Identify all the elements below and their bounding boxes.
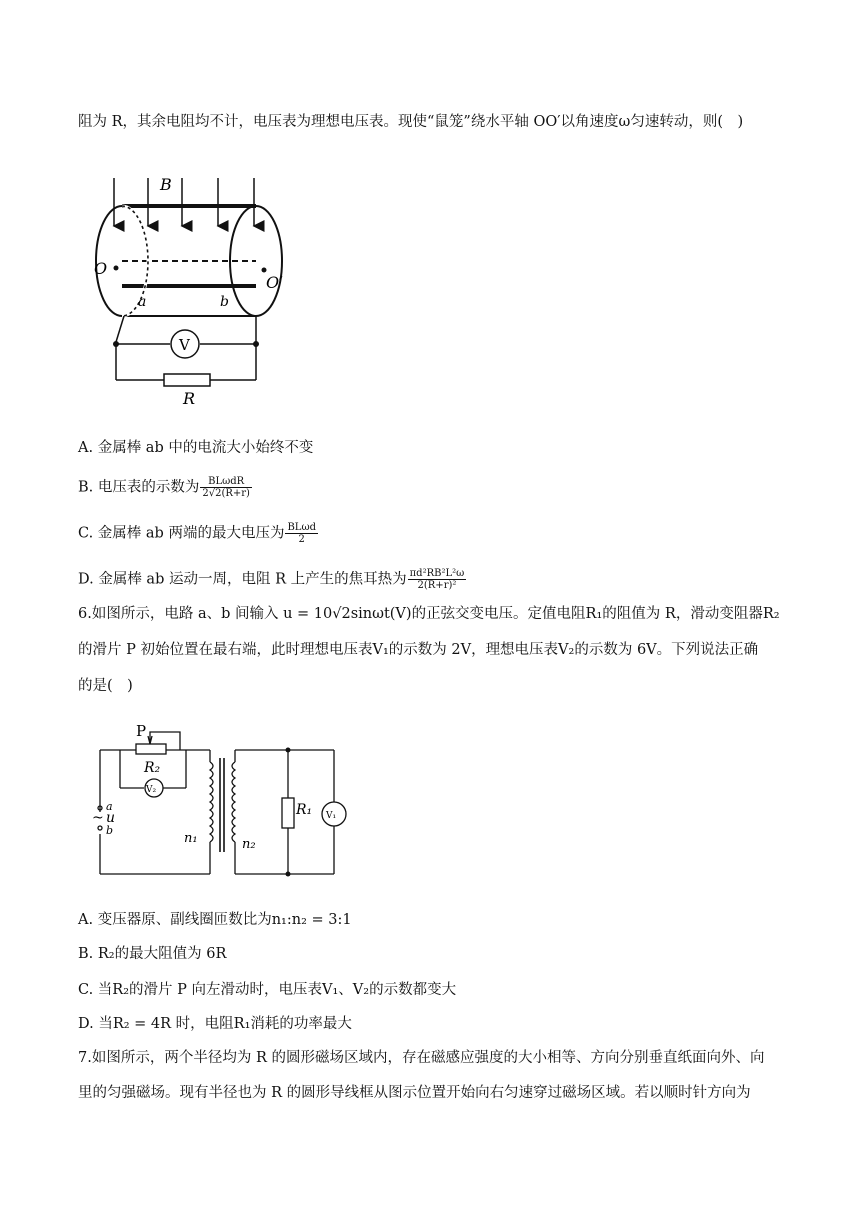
- label-b: b: [220, 294, 229, 310]
- label-u: u: [106, 810, 116, 826]
- q6-option-b: B. R₂的最大阻值为 6R: [78, 946, 227, 962]
- label-O-right: O′: [266, 273, 283, 292]
- q6-option-a: A. 变压器原、副线圈匝数比为n₁:n₂ = 3:1: [78, 912, 352, 928]
- label-a: a: [106, 800, 113, 813]
- transformer-figure: [92, 716, 354, 880]
- q5-option-d-text: D. 金属棒 ab 运动一周，电阻 R 上产生的焦耳热为: [78, 571, 407, 588]
- label-V2: V₂: [146, 785, 157, 795]
- label-R: R: [183, 389, 196, 408]
- q6-option-d: D. 当R₂ = 4R 时，电阻R₁消耗的功率最大: [78, 1016, 352, 1032]
- magnetic-field-arrows: [114, 178, 254, 226]
- q5-option-b: [78, 476, 253, 499]
- q6-option-c: C. 当R₂的滑片 P 向左滑动时，电压表V₁、V₂的示数都变大: [78, 982, 457, 998]
- voltmeter-label: V: [179, 336, 190, 354]
- q7-line1: 7.如图所示，两个半径均为 R 的圆形磁场区域内，存在磁感应强度的大小相等、方向分别垂直纸面向外、向: [78, 1050, 765, 1066]
- label-B: B: [160, 175, 172, 194]
- q5-option-c: [78, 522, 319, 545]
- label-b: b: [106, 824, 114, 837]
- q5-option-b-fraction: $\frac{\text{BLωdR}}{2√2(R+r)}$: [202, 476, 250, 499]
- label-O-left: O: [94, 259, 108, 278]
- label-R2: R₂: [144, 760, 161, 776]
- q6-line1: 6.如图所示，电路 a、b 间输入 u = 10√2sinωt(V)的正弦交变电压。定值电阻R₁的阻值为 R，滑动变阻器R₂: [78, 606, 780, 622]
- q5-option-c-text: C. 金属棒 ab 两端的最大电压为: [78, 525, 285, 542]
- q5-option-b-text: B. 电压表的示数为: [78, 479, 200, 496]
- q5-option-a: A. 金属棒 ab 中的电流大小始终不变: [78, 440, 314, 456]
- label-P: P: [136, 722, 147, 740]
- q6-line2: 的滑片 P 初始位置在最右端，此时理想电压表V₁的示数为 2V，理想电压表V₂的示数为 6V。下列说法正确: [78, 642, 759, 658]
- label-V1: V₁: [326, 811, 337, 821]
- intro-line: 阻为 R，其余电阻均不计，电压表为理想电压表。现使“鼠笼”绕水平轴 OO′以角速度ω匀速转动，则( ): [78, 114, 744, 130]
- label-n1: n₁: [184, 831, 198, 846]
- cage-figure: [80, 170, 290, 410]
- label-a: a: [138, 294, 147, 310]
- q5-option-d: [78, 568, 467, 591]
- label-R1: R₁: [296, 802, 313, 818]
- q5-option-c-fraction: $\frac{\text{BLωd}}{2}$: [287, 522, 316, 545]
- label-n2: n₂: [242, 837, 256, 852]
- q6-line3: 的是( ): [78, 678, 133, 694]
- label-tilde: ~: [92, 810, 104, 826]
- q5-option-d-fraction: $\frac{\text{πd²RB²L²ω}}{\text{2(R+r)²}}$: [409, 568, 465, 591]
- q7-line2: 里的匀强磁场。现有半径也为 R 的圆形导线框从图示位置开始向右匀速穿过磁场区域。若以顺时针方向为: [78, 1085, 751, 1101]
